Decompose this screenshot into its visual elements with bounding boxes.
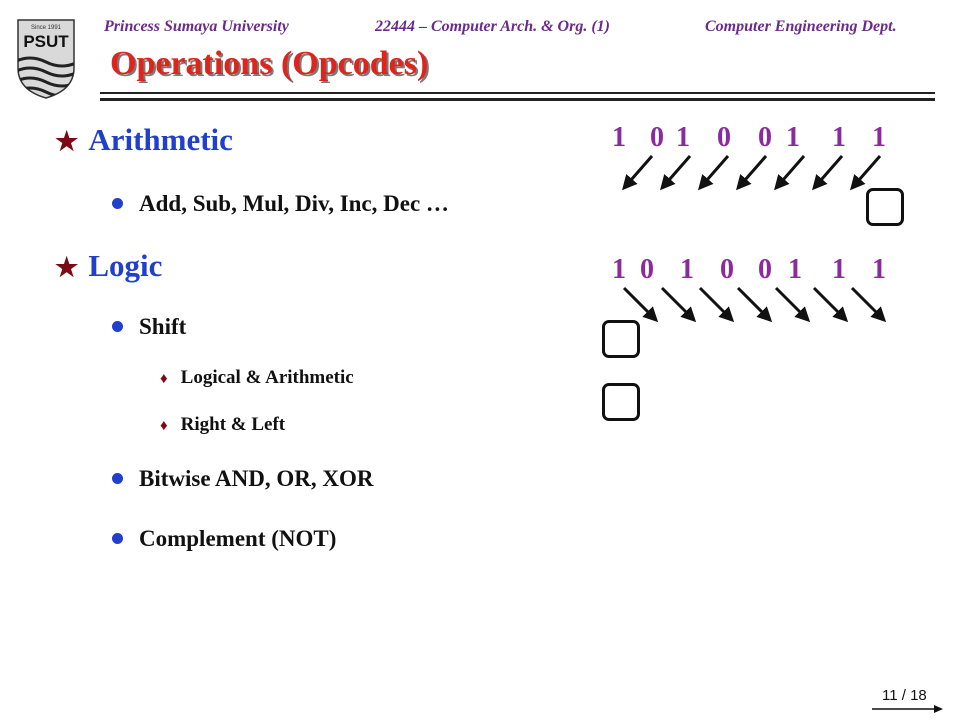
bit-3-logic: 0	[720, 254, 734, 285]
arrow-down-left	[852, 156, 880, 188]
arrow-down-right	[624, 288, 656, 320]
bit-7-arith: 1	[872, 122, 886, 153]
arrow-down-left	[700, 156, 728, 188]
arrow-down-left	[624, 156, 652, 188]
shift-arrows-arith	[610, 150, 890, 200]
page-number: 11 / 18	[882, 687, 927, 704]
bit-5-logic: 1	[788, 254, 802, 285]
arrow-down-left	[776, 156, 804, 188]
slide-title: Operations (Opcodes)	[110, 45, 429, 82]
shift-arrows-logic	[610, 282, 890, 328]
bit-2-logic: 1	[680, 254, 694, 285]
arrow-down-right	[852, 288, 884, 320]
bit-1-arith: 0	[650, 122, 664, 153]
arrow-down-right	[776, 288, 808, 320]
circle-bullet-icon	[112, 321, 123, 332]
circle-bullet-icon	[112, 198, 123, 209]
logo-acronym: PSUT	[23, 32, 69, 51]
bit-0-arith: 1	[612, 122, 626, 153]
bit-7-logic: 1	[872, 254, 886, 285]
bit-6-arith: 1	[832, 122, 846, 153]
next-slide-arrow-icon[interactable]	[870, 704, 946, 714]
circle-bullet-icon	[112, 473, 123, 484]
arrow-down-right	[662, 288, 694, 320]
subitem-logical-arithmetic: ♦ Logical & Arithmetic	[160, 367, 354, 388]
title-rule-thick	[100, 98, 935, 101]
university-logo	[14, 16, 78, 100]
bullet-arithmetic: ★ Arithmetic	[55, 122, 233, 157]
item-arithmetic-ops: Add, Sub, Mul, Div, Inc, Dec …	[112, 191, 449, 217]
empty-bit-box-arith	[866, 188, 904, 226]
empty-bit-box-logic-1	[602, 320, 640, 358]
diamond-bullet-icon: ♦	[160, 418, 168, 434]
item-shift: Shift	[112, 314, 186, 340]
diamond-bullet-icon: ♦	[160, 371, 168, 387]
title-rule	[100, 92, 935, 94]
bit-3-arith: 0	[717, 122, 731, 153]
arrow-down-right	[738, 288, 770, 320]
arrow-down-left	[814, 156, 842, 188]
bit-4-logic: 0	[758, 254, 772, 285]
empty-bit-box-logic-2	[602, 383, 640, 421]
bit-0-logic: 1	[612, 254, 626, 285]
logo-since: Since 1991	[30, 25, 62, 31]
bullet-logic: ★ Logic	[55, 248, 163, 283]
arrow-down-left	[738, 156, 766, 188]
subitem-right-left: ♦ Right & Left	[160, 414, 286, 435]
bit-5-arith: 1	[786, 122, 800, 153]
circle-bullet-icon	[112, 533, 123, 544]
bit-2-arith: 1	[676, 122, 690, 153]
star-bullet-icon: ★	[55, 253, 79, 282]
header-university: Princess Sumaya University	[104, 18, 289, 35]
bit-1-logic: 0	[640, 254, 654, 285]
arrow-down-right	[700, 288, 732, 320]
item-complement: Complement (NOT)	[112, 526, 336, 552]
star-bullet-icon: ★	[55, 127, 79, 156]
item-bitwise: Bitwise AND, OR, XOR	[112, 466, 373, 492]
arrow-down-right	[814, 288, 846, 320]
bit-4-arith: 0	[758, 122, 772, 153]
header-department: Computer Engineering Dept.	[705, 18, 897, 35]
header-course: 22444 – Computer Arch. & Org. (1)	[375, 18, 610, 35]
arrow-down-left	[662, 156, 690, 188]
bit-6-logic: 1	[832, 254, 846, 285]
